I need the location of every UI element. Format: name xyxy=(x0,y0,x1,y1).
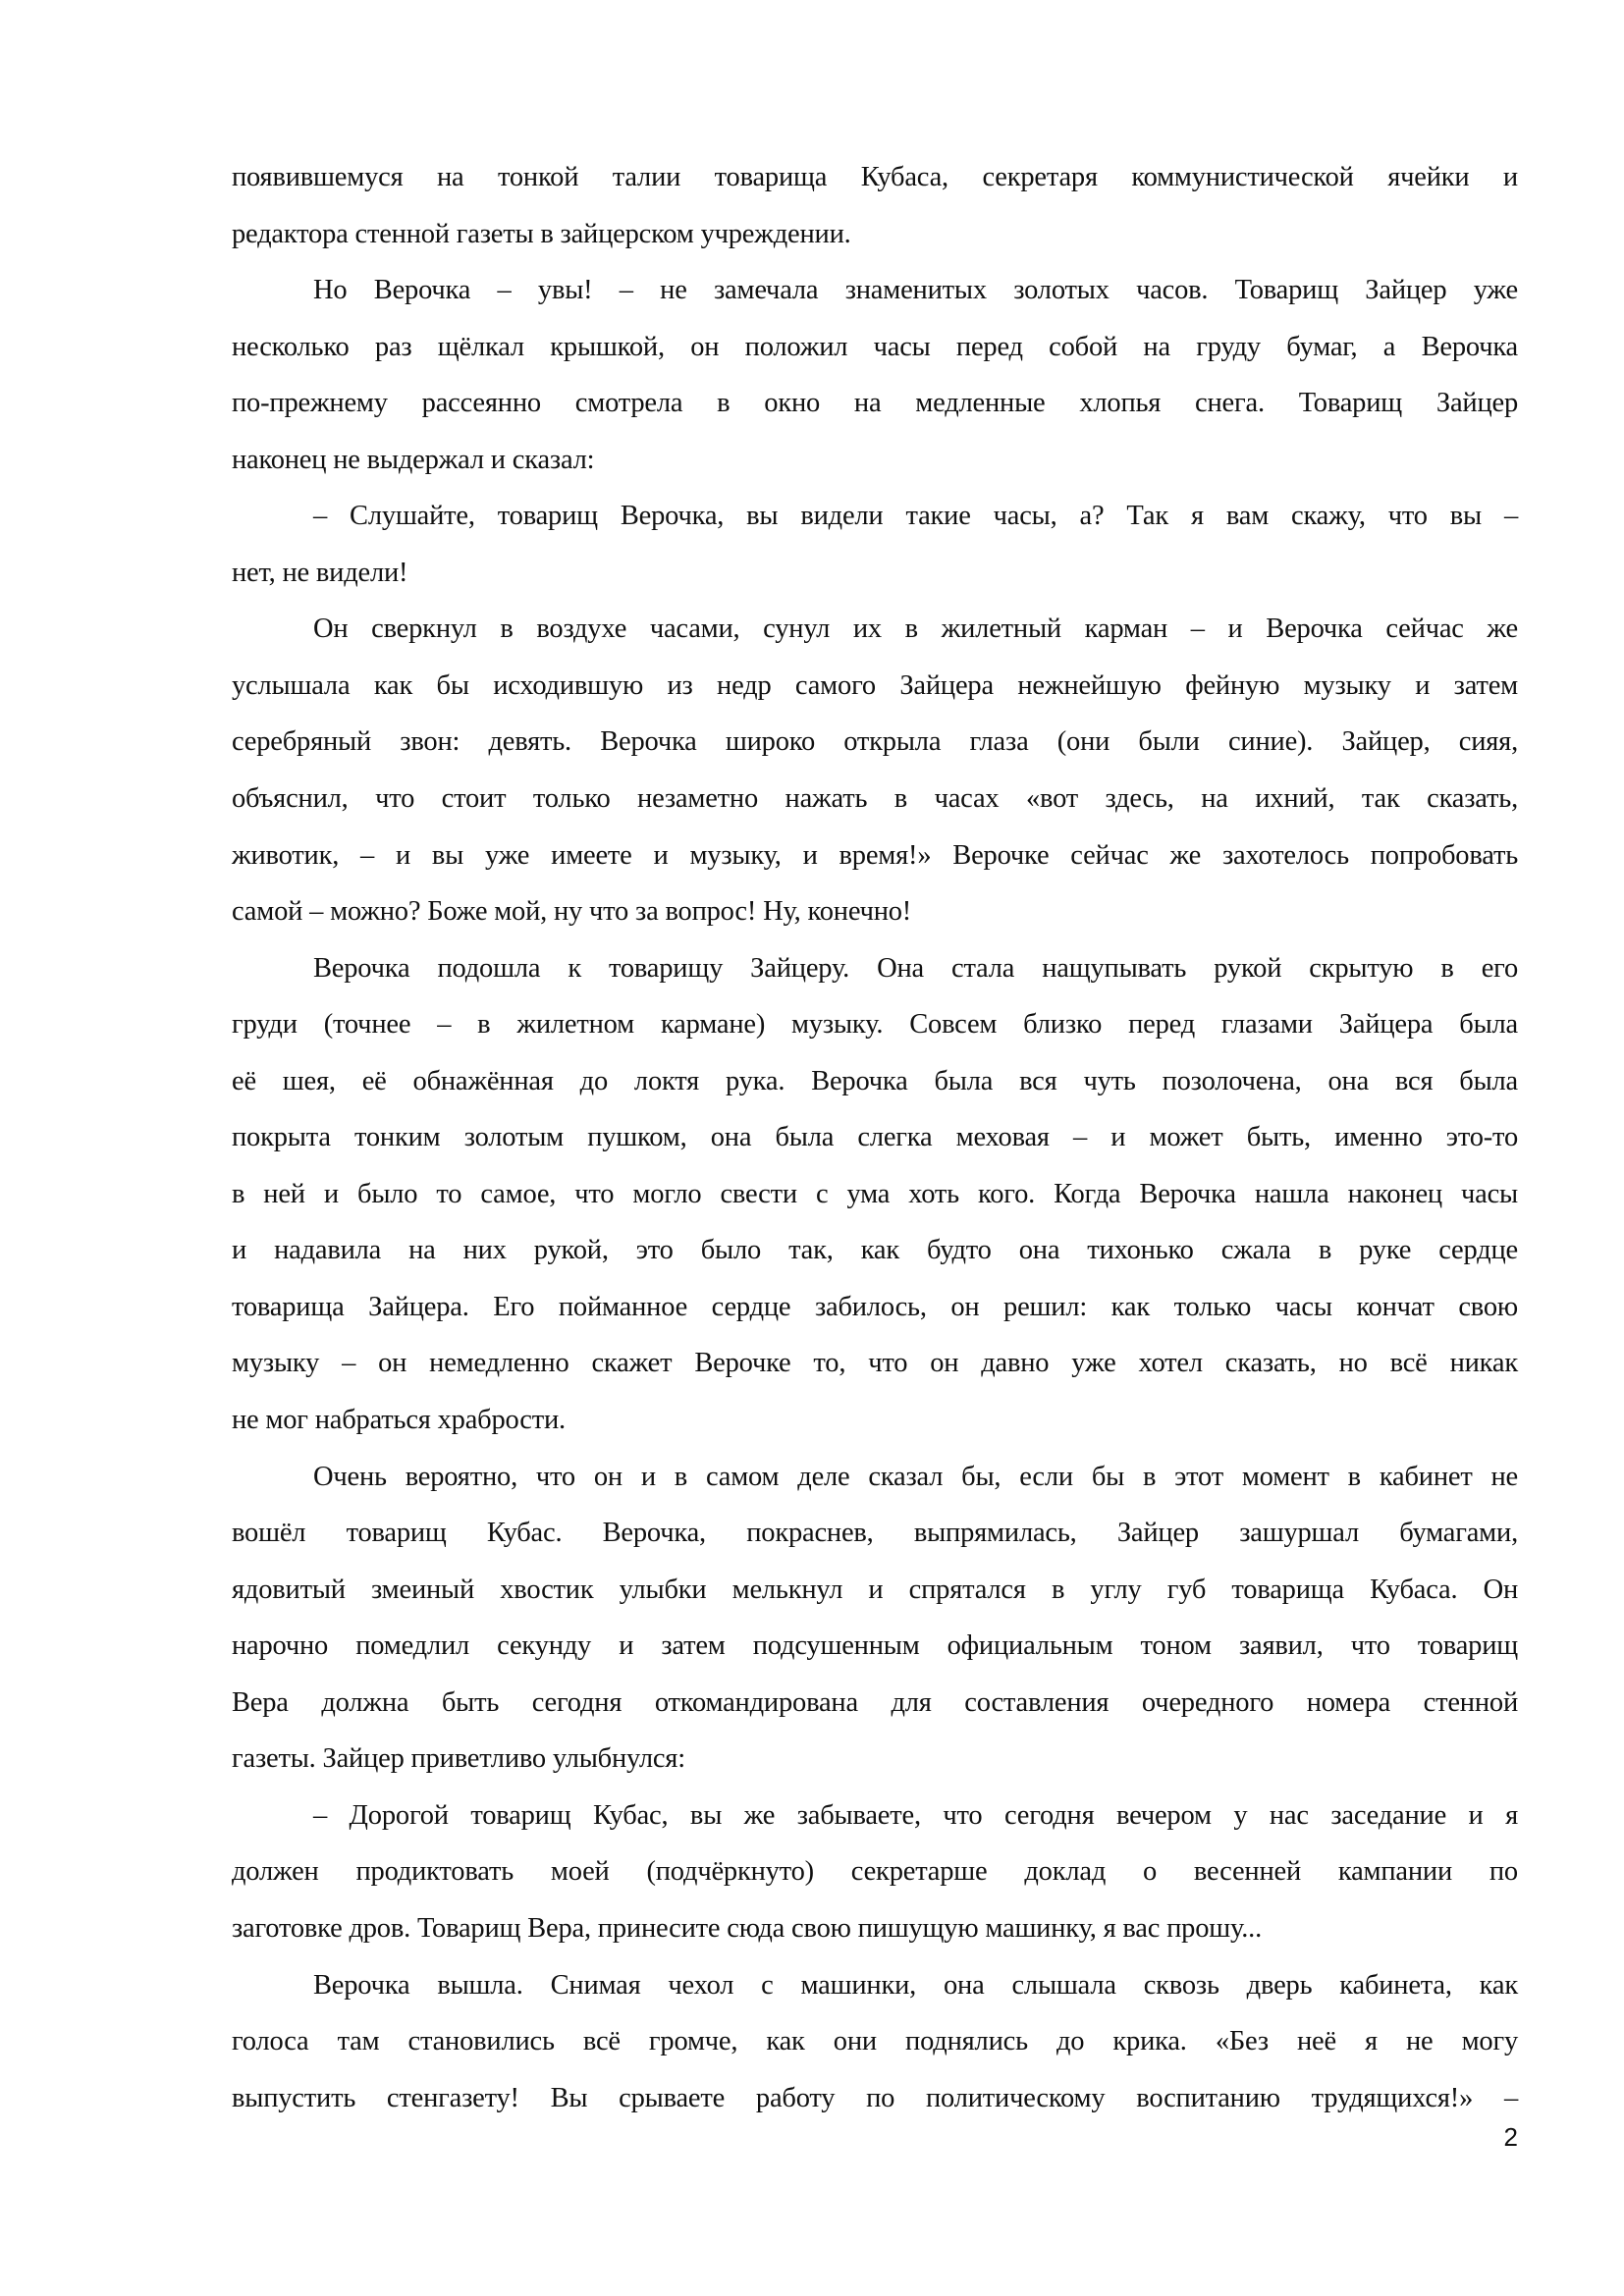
text-line: нарочно помедлил секунду и затем подсушенным официальным тоном заявил, что товарищ xyxy=(232,1630,1518,1662)
text-line: услышала как бы исходившую из недр самого Зайцера нежнейшую фейную музыку и затем xyxy=(232,669,1518,701)
text-line: – Дорогой товарищ Кубас, вы же забываете, что сегодня вечером у нас заседание и я xyxy=(313,1799,1518,1831)
paragraph xyxy=(232,149,1518,262)
paragraph xyxy=(232,601,1518,939)
text-line: появившемуся на тонкой талии товарища Кубаса, секретаря коммунистической ячейки и xyxy=(232,162,1518,192)
text-line: редактора стенной газеты в зайцерском учреждении. xyxy=(232,218,851,249)
text-line: должен продиктовать моей (подчёркнуто) секретарше доклад о весенней кампании по xyxy=(232,1856,1518,1888)
text-line: несколько раз щёлкал крышкой, он положил часы перед собой на груду бумаг, а Верочка xyxy=(232,331,1518,362)
text-line: голоса там становились всё громче, как они поднялись до крика. «Без неё я не могу xyxy=(232,2026,1518,2057)
paragraph xyxy=(232,262,1518,488)
paragraph xyxy=(232,1449,1518,1788)
text-line: музыку – он немедленно скажет Верочке то, что он давно уже хотел сказать, но всё никак xyxy=(232,1348,1518,1379)
text-line: не мог набраться храбрости. xyxy=(232,1405,566,1436)
paragraph xyxy=(232,940,1518,1449)
body-text xyxy=(232,149,1518,2126)
text-line: вошёл товарищ Кубас. Верочка, покраснев, выпрямилась, Зайцер зашуршал бумагами, xyxy=(232,1518,1518,1549)
text-line: Он сверкнул в воздухе часами, сунул их в жилетный карман – и Верочка сейчас же xyxy=(313,614,1518,645)
text-line: объяснил, что стоит только незаметно нажать в часах «вот здесь, на ихний, так сказать, xyxy=(232,783,1518,815)
text-line: ядовитый змеиный хвостик улыбки мелькнул и спрятался в углу губ товарища Кубаса. Он xyxy=(232,1574,1518,1605)
text-line: покрыта тонким золотым пушком, она была слегка меховая – и может быть, именно это-то xyxy=(232,1122,1518,1153)
text-line: Верочка подошла к товарищу Зайцеру. Она стала нащупывать рукой скрытую в его xyxy=(313,952,1518,984)
text-line: Вера должна быть сегодня откомандирована для составления очередного номера стенной xyxy=(232,1686,1518,1718)
text-line: Но Верочка – увы! – не замечала знаменитых золотых часов. Товарищ Зайцер уже xyxy=(313,275,1518,306)
text-line: выпустить стенгазету! Вы срываете работу по политическому воспитанию трудящихся!» – xyxy=(232,2082,1518,2113)
text-line: нет, не видели! xyxy=(232,557,408,588)
page-number: 2 xyxy=(1503,2122,1518,2152)
text-line: самой – можно? Боже мой, ну что за вопрос! Ну, конечно! xyxy=(232,896,912,928)
text-line: заготовке дров. Товарищ Вера, принесите сюда свою пишущую машинку, я вас прошу... xyxy=(232,1912,1262,1944)
text-line: наконец не выдержал и сказал: xyxy=(232,444,595,475)
text-line: и надавила на них рукой, это было так, как будто она тихонько сжала в руке сердце xyxy=(232,1235,1518,1266)
text-line: – Слушайте, товарищ Верочка, вы видели такие часы, а? Так я вам скажу, что вы – xyxy=(313,501,1518,532)
text-line: Верочка вышла. Снимая чехол с машинки, она слышала сквозь дверь кабинета, как xyxy=(313,1969,1518,2001)
text-line: Очень вероятно, что он и в самом деле сказал бы, если бы в этот момент в кабинет не xyxy=(313,1461,1518,1492)
text-line: по-прежнему рассеянно смотрела в окно на медленные хлопья снега. Товарищ Зайцер xyxy=(232,388,1518,419)
text-line: серебряный звон: девять. Верочка широко открыла глаза (они были синие). Зайцер, сияя, xyxy=(232,726,1518,758)
paragraph xyxy=(232,1957,1518,2127)
text-line: товарища Зайцера. Его пойманное сердце забилось, он решил: как только часы кончат свою xyxy=(232,1291,1518,1322)
text-line: её шея, её обнажённая до локтя рука. Верочка была вся чуть позолочена, она вся была xyxy=(232,1065,1518,1096)
paragraph xyxy=(232,1788,1518,1957)
text-line: газеты. Зайцер приветливо улыбнулся: xyxy=(232,1743,685,1775)
paragraph xyxy=(232,488,1518,601)
text-line: груди (точнее – в жилетном кармане) музыку. Совсем близко перед глазами Зайцера была xyxy=(232,1009,1518,1041)
text-line: животик, – и вы уже имеете и музыку, и время!» Верочке сейчас же захотелось попробовать xyxy=(232,839,1518,871)
text-line: в ней и было то самое, что могло свести с ума хоть кого. Когда Верочка нашла наконец часы xyxy=(232,1178,1518,1209)
